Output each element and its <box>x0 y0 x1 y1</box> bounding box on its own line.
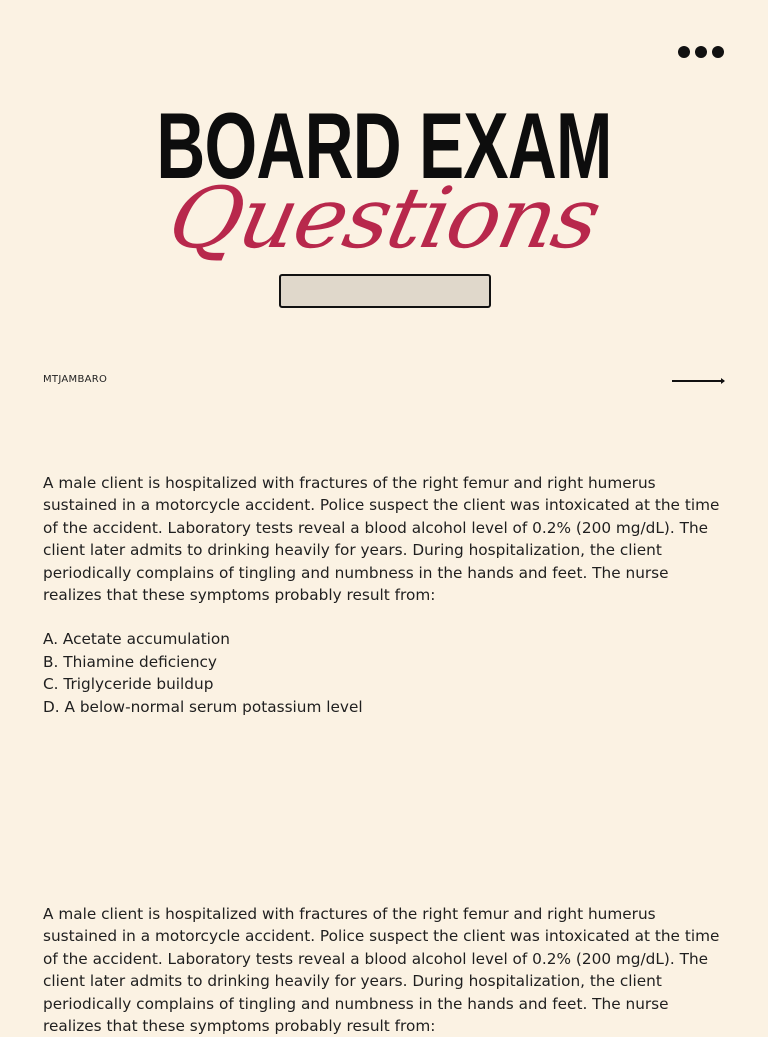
question-stem: A male client is hospitalized with fractures of the right femur and right humerus sustained in a motorcycle accident. Police suspect the client was intoxicated at the time of the accident. Laboratory tests reveal a blood alcohol level of 0.2% (200 mg/dL). The client later admits to drinking heavily for years. During hospitalization, the client periodically complains of tingling and numbness in the hands and feet. The nurse realizes that these symptoms probably result from: <box>43 905 720 1036</box>
option-c: C. Triglyceride buildup <box>43 675 214 694</box>
arrow-right-icon <box>672 380 724 382</box>
title-bar-decoration <box>279 274 491 308</box>
question-1 <box>43 472 723 718</box>
option-a: A. Acetate accumulation <box>43 630 230 649</box>
page-title: BOARD EXAM <box>156 93 612 198</box>
dot <box>712 46 724 58</box>
dot <box>695 46 707 58</box>
answer-options <box>43 628 723 718</box>
script-subtitle: Questions <box>160 169 608 267</box>
dot <box>678 46 690 58</box>
question-2 <box>43 903 723 1037</box>
question-stem: A male client is hospitalized with fractures of the right femur and right humerus sustained in a motorcycle accident. Police suspect the client was intoxicated at the time of the accident. Laboratory tests reveal a blood alcohol level of 0.2% (200 mg/dL). The client later admits to drinking heavily for years. During hospitalization, the client periodically complains of tingling and numbness in the hands and feet. The nurse realizes that these symptoms probably result from: <box>43 474 720 605</box>
more-dots-icon[interactable] <box>678 46 728 60</box>
author-label: MTJAMBARO <box>43 374 108 385</box>
option-b: B. Thiamine deficiency <box>43 652 217 671</box>
option-d: D. A below-normal serum potassium level <box>43 697 363 716</box>
